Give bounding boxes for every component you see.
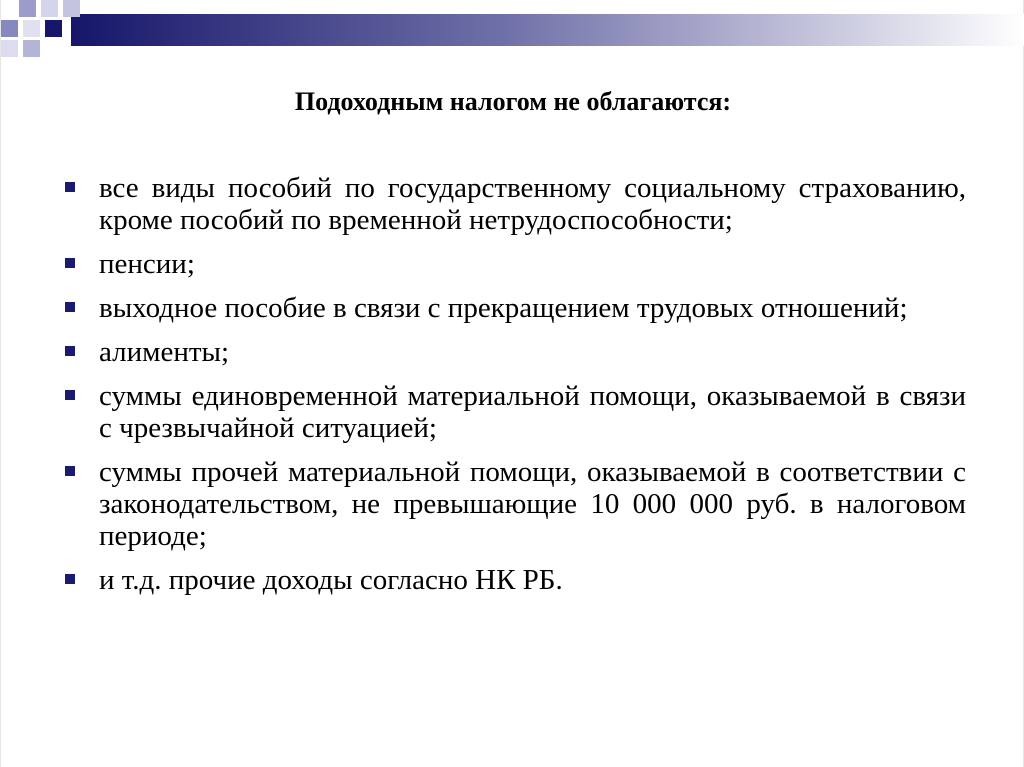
list-item-text: суммы единовременной материальной помощи, оказываемой в связи с чрезвычайной ситуацией;	[99, 380, 966, 444]
square-bullet-icon	[65, 302, 75, 312]
list-item-text: выходное пособие в связи с прекращением трудовых отношений;	[99, 292, 908, 324]
list-item	[61, 336, 966, 368]
square-bullet-icon	[65, 258, 75, 268]
list-item-text: все виды пособий по государственному социальному страхованию, кроме пособий по временной нетрудоспособности;	[99, 172, 966, 236]
list-item	[61, 380, 966, 444]
decorative-squares-and-bar	[1, 0, 1024, 70]
header-decoration	[1, 0, 1024, 70]
list-item	[61, 292, 966, 324]
bullet-list	[61, 172, 966, 608]
square-bullet-icon	[65, 182, 75, 192]
list-item	[61, 456, 966, 552]
list-item	[61, 564, 966, 596]
square-bullet-icon	[65, 346, 75, 356]
square-bullet-icon	[65, 390, 75, 400]
list-item-text: суммы прочей материальной помощи, оказываемой в соответствии с законодательством, не превышающие 10 000 000 руб. в налоговом периоде;	[99, 456, 966, 552]
list-item-text: и т.д. прочие доходы согласно НК РБ.	[99, 564, 563, 596]
square-bullet-icon	[65, 466, 75, 476]
list-item-text: пенсии;	[99, 248, 195, 280]
list-item-text: алименты;	[99, 336, 230, 368]
slide-title: Подоходным налогом не облагаются:	[294, 87, 732, 116]
list-item	[61, 248, 966, 280]
square-bullet-icon	[65, 574, 75, 584]
list-item	[61, 172, 966, 236]
